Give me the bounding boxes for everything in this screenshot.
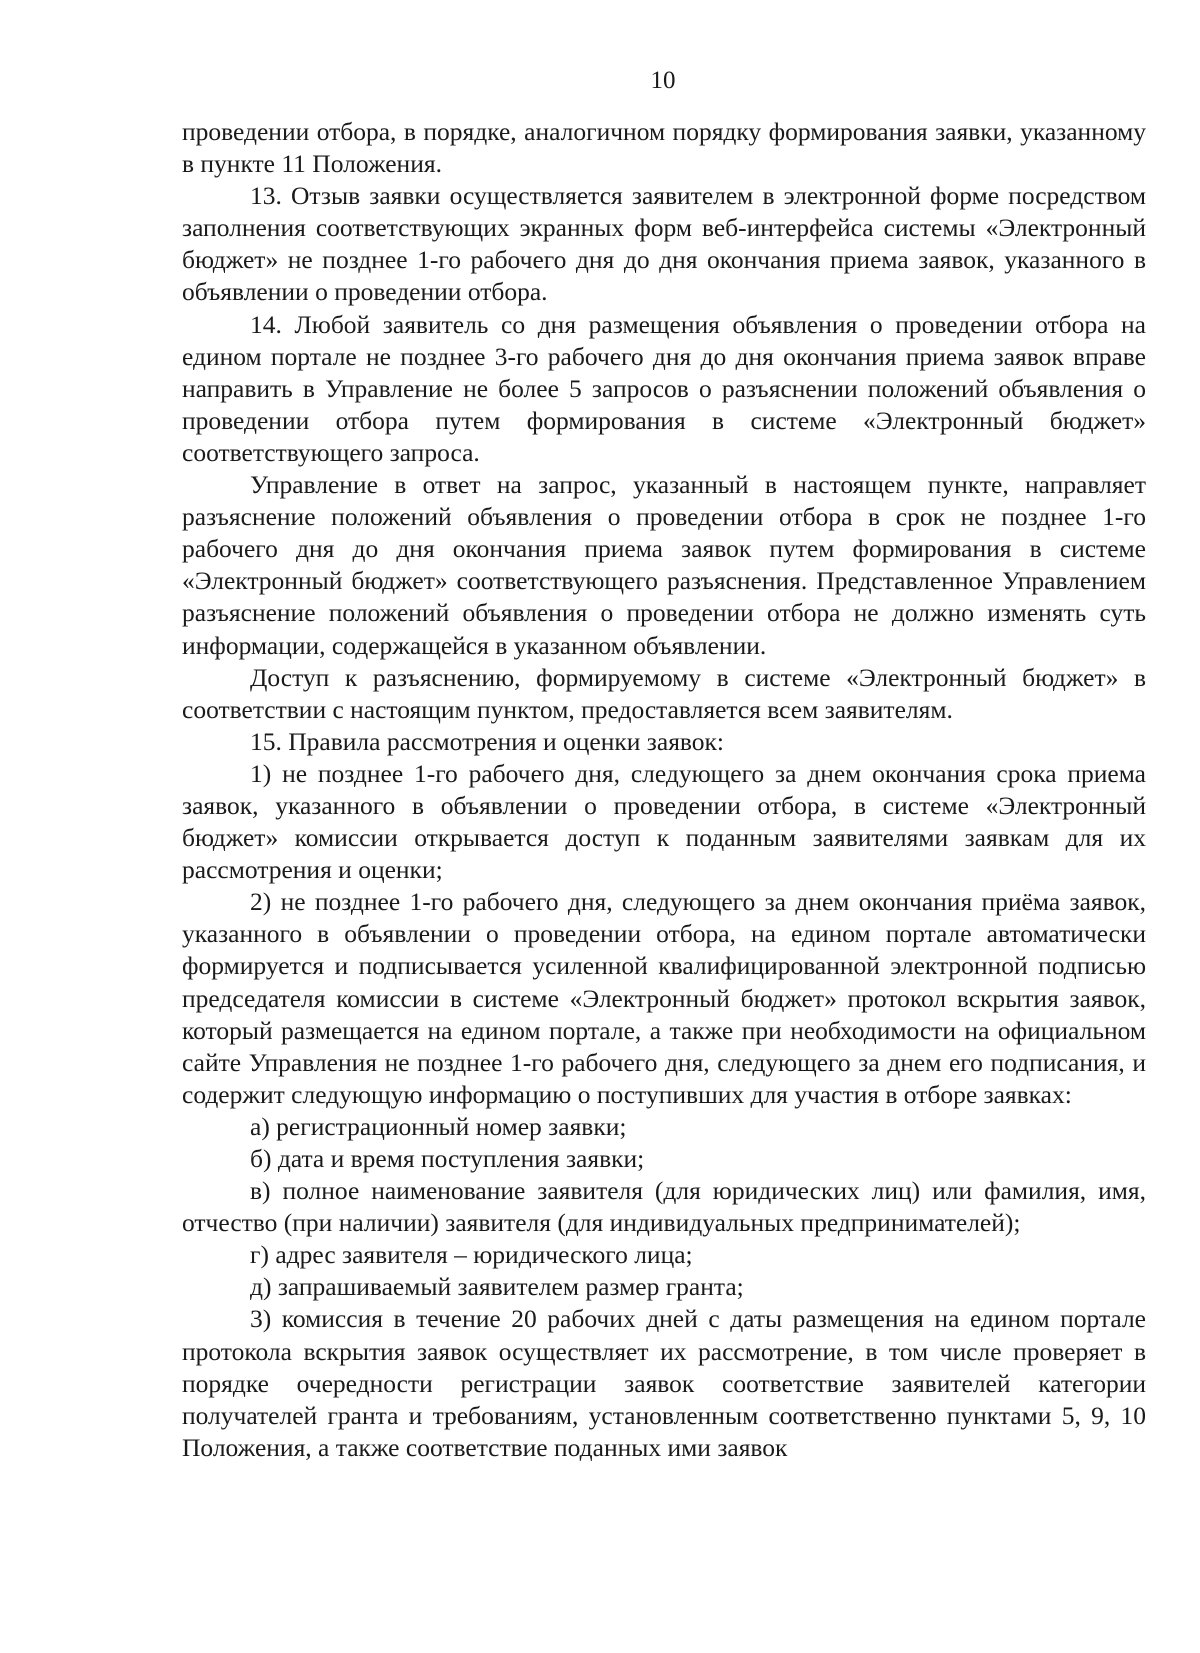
paragraph-continuation: проведении отбора, в порядке, аналогичном порядку формирования заявки, указанному в пункте 11 Положения. [182,117,1146,179]
list-item-b: б) дата и время поступления заявки; [250,1144,645,1173]
page-number: 10 [650,67,676,94]
paragraph-item-14-response: Управление в ответ на запрос, указанный в настоящем пункте, направляет разъяснение положений объявления о проведении отбора в срок не позднее 1-го рабочего дня до дня окончания приема заявок путем формирования в системе «Электронный бюджет» соответствующего разъяснения. Представленное Управлением разъяснение положений объявления о проведении отбора не должно изменять суть информации, содержащейся в указанном объявлении. [182,470,1146,660]
paragraph-subitem-3: 3) комиссия в течение 20 рабочих дней с даты размещения на едином портале протокола вскрытия заявок осуществляет их рассмотрение, в том числе проверяет в порядке очередности регистрации заявок соответствие заявителей категории получателей гранта и требованиям, установленным соответственно пунктами 5, 9, 10 Положения, а также соответствие поданных ими заявок [182,1304,1146,1462]
list-item-v: в) полное наименование заявителя (для юридических лиц) или фамилия, имя, отчество (при наличии) заявителя (для индивидуальных предпринимателей); [182,1176,1146,1238]
paragraph-subitem-1: 1) не позднее 1-го рабочего дня, следующего за днем окончания срока приема заявок, указанного в объявлении о проведении отбора, в системе «Электронный бюджет» комиссии открывается доступ к поданным заявителями заявкам для их рассмотрения и оценки; [182,758,1146,885]
list-item-d: д) запрашиваемый заявителем размер гранта; [250,1272,744,1302]
paragraph-subitem-2: 2) не позднее 1-го рабочего дня, следующего за днем окончания приёма заявок, указанного в объявлении о проведении отбора, на едином портале автоматически формируется и подписывается усиленной квалифицированной электронной подписью председателя комиссии в системе «Электронный бюджет» протокол вскрытия заявок, который размещается на едином портале, а также при необходимости на официальном сайте Управления не позднее 1-го рабочего дня, следующего за днем его подписания, и содержит следующую информацию о поступивших для участия в отборе заявках: [182,887,1146,1109]
list-item-g: г) адрес заявителя – юридического лица; [250,1240,693,1270]
paragraph-item-14-access: Доступ к разъяснению, формируемому в системе «Электронный бюджет» в соответствии с настоящим пунктом, предоставляется всем заявителям. [182,662,1146,724]
paragraph-item-15-heading: 15. Правила рассмотрения и оценки заявок: [250,726,725,756]
list-item-a: а) регистрационный номер заявки; [250,1111,627,1141]
paragraph-item-14: 14. Любой заявитель со дня размещения объявления о проведении отбора на едином портале не позднее 3-го рабочего дня до дня окончания приема заявок вправе направить в Управление не более 5 запросов о разъяснении положений объявления о проведении отбора путем формирования в системе «Электронный бюджет» соответствующего запроса. [182,309,1146,467]
paragraph-item-13: 13. Отзыв заявки осуществляется заявителем в электронной форме посредством заполнения соответствующих экранных форм веб-интерфейса системы «Электронный бюджет» не позднее 1-го рабочего дня до дня окончания приема заявок, указанного в объявлении о проведении отбора. [182,181,1146,307]
document-body [182,116,1146,1464]
